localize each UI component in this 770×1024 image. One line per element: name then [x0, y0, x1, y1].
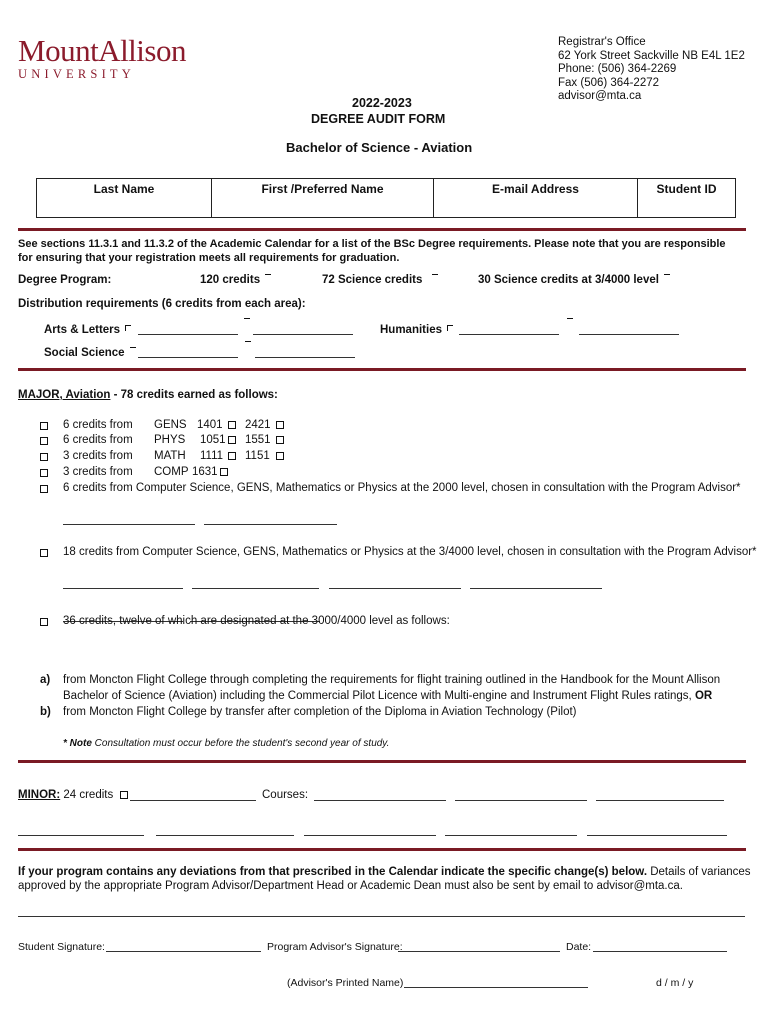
advisor-signature-field[interactable]	[398, 951, 560, 952]
row-checkbox[interactable]	[40, 469, 48, 477]
row-course: 1401	[197, 419, 223, 431]
section-divider	[18, 760, 746, 763]
arts-text: Arts & Letters	[44, 324, 121, 336]
course-3000-1[interactable]	[63, 588, 183, 589]
minor-course-6[interactable]	[304, 835, 436, 836]
address-line: 62 York Street Sackville NB E4L 1E2	[558, 49, 745, 62]
minor-course-1[interactable]	[314, 800, 446, 801]
student-signature-field[interactable]	[106, 951, 261, 952]
social-text: Social Science	[44, 347, 125, 359]
row-checkbox[interactable]	[40, 485, 48, 493]
column-header: Last Name	[93, 182, 155, 196]
degree-program-label: Degree Program:	[18, 274, 112, 286]
date-format-hint: d / m / y	[656, 977, 694, 989]
last-name-field[interactable]	[37, 179, 212, 217]
column-header: Student ID	[656, 182, 717, 196]
minor-course-4[interactable]	[18, 835, 144, 836]
row-course: 1051	[200, 434, 226, 446]
option-a-line: from Moncton Flight College through completing the requirements for flight training outlined in the Handbook for the Mount Allison	[63, 674, 721, 686]
major-item-36	[40, 615, 450, 628]
section-divider	[18, 228, 746, 231]
checkbox-mark	[130, 347, 136, 348]
major-item-2000	[40, 482, 741, 495]
deviations-rest: Details of variances	[647, 866, 751, 878]
checkbox-mark	[447, 325, 453, 331]
address-line: Registrar's Office	[558, 36, 646, 48]
social-science-label	[44, 347, 136, 359]
major-heading-rest: - 78 credits earned as follows:	[110, 389, 278, 401]
row-course: 1551	[245, 434, 271, 446]
option-or: OR	[694, 690, 713, 702]
course-checkbox[interactable]	[228, 436, 236, 444]
row-checkbox[interactable]	[40, 453, 48, 461]
major-row-phys	[40, 434, 271, 447]
form-title: DEGREE AUDIT FORM	[311, 112, 446, 126]
minor-label: MINOR:	[18, 789, 61, 801]
student-id-table	[36, 178, 736, 218]
checkbox-mark	[125, 325, 131, 331]
intro-line: for ensuring that your registration meets all requirements for graduation.	[18, 252, 400, 264]
row-credits: 3 credits from	[63, 450, 133, 462]
deviations-line	[18, 866, 751, 878]
course-2000-1[interactable]	[63, 524, 195, 525]
minor-course-7[interactable]	[445, 835, 577, 836]
row-credits: 6 credits from	[63, 434, 133, 446]
option-a-label: a)	[40, 674, 51, 686]
checkbox-mark	[664, 274, 670, 275]
section-divider	[18, 848, 746, 851]
academic-year: 2022-2023	[352, 96, 412, 110]
student-signature-label: Student Signature:	[18, 941, 105, 953]
row-course: 1111	[200, 450, 224, 462]
option-b-line: from Moncton Flight College by transfer after completion of the Diploma in Aviation Technology (Pilot)	[63, 706, 577, 718]
course-checkbox[interactable]	[220, 468, 228, 476]
row-subject: PHYS	[154, 434, 186, 446]
advisor-printed-name-label: (Advisor's Printed Name)	[287, 977, 404, 989]
advisor-signature-label: Program Advisor's Signature:	[267, 941, 403, 953]
credits-30[interactable]	[478, 274, 670, 286]
row-checkbox[interactable]	[40, 549, 48, 557]
courses-label: Courses:	[262, 789, 309, 801]
minor-checkbox[interactable]	[120, 791, 128, 799]
credits-30-label: 30 Science credits at 3/4000 level	[478, 274, 659, 286]
advisor-note	[63, 738, 389, 749]
major-heading	[18, 389, 278, 401]
minor-course-5[interactable]	[156, 835, 294, 836]
address-line: Phone: (506) 364-2269	[558, 63, 677, 75]
humanities-text: Humanities	[380, 324, 442, 336]
deviations-line: approved by the appropriate Program Advisor/Department Head or Academic Dean must also be sent by email to advisor@mta.ca.	[18, 880, 683, 892]
social-course-1[interactable]	[138, 357, 238, 358]
course-3000-3[interactable]	[329, 588, 461, 589]
university-logo	[18, 33, 186, 82]
arts-course-2[interactable]	[253, 334, 353, 335]
course-3000-4[interactable]	[470, 588, 602, 589]
course-checkbox[interactable]	[276, 452, 284, 460]
minor-name-field[interactable]	[130, 800, 256, 801]
major-item-3000	[40, 546, 757, 559]
humanities-course-2[interactable]	[579, 334, 679, 335]
row-subject: COMP	[154, 466, 189, 478]
logo-wordmark: MountAllison	[18, 33, 186, 68]
credits-72[interactable]	[322, 274, 438, 286]
humanities-label	[380, 324, 453, 336]
course-checkbox[interactable]	[228, 421, 236, 429]
intro-line: See sections 11.3.1 and 11.3.2 of the Academic Calendar for a list of the BSc Degree requirements. Please note that you are responsible	[18, 238, 726, 250]
course-checkbox[interactable]	[276, 421, 284, 429]
minor-row	[18, 789, 128, 801]
checkbox-mark	[244, 318, 250, 330]
checkbox-mark	[567, 318, 573, 330]
column-header: E-mail Address	[492, 182, 579, 196]
humanities-course-1[interactable]	[459, 334, 559, 335]
option-a-line	[63, 690, 712, 702]
column-header: First /Preferred Name	[261, 182, 384, 196]
item-3000-text: 18 credits from Computer Science, GENS, Mathematics or Physics at the 3/4000 level, chosen in consultation with the Program Advisor*	[63, 546, 757, 558]
row-credits: 3 credits from	[63, 466, 133, 478]
checkbox-mark	[245, 341, 251, 353]
row-course: 1151	[245, 450, 270, 462]
date-field[interactable]	[593, 951, 727, 952]
row-subject: GENS	[154, 419, 187, 431]
major-row-comp	[40, 466, 218, 479]
arts-letters-label	[44, 324, 131, 336]
course-checkbox[interactable]	[228, 452, 236, 460]
course-checkbox[interactable]	[276, 436, 284, 444]
row-course: 1631	[192, 466, 218, 478]
minor-course-8[interactable]	[587, 835, 727, 836]
registrar-address	[558, 36, 745, 104]
option-b-label: b)	[40, 706, 51, 718]
arts-course-1[interactable]	[138, 334, 238, 335]
course-2000-2[interactable]	[204, 524, 337, 525]
first-name-field[interactable]	[212, 179, 434, 217]
row-checkbox[interactable]	[40, 618, 48, 626]
program-title: Bachelor of Science - Aviation	[286, 140, 473, 155]
social-course-2[interactable]	[255, 357, 355, 358]
logo-subtitle: UNIVERSITY	[18, 67, 135, 81]
item-2000-text: 6 credits from Computer Science, GENS, Mathematics or Physics at the 2000 level, chosen in consultation with the Program Advisor*	[63, 482, 741, 494]
address-line: advisor@mta.ca	[558, 90, 642, 102]
row-subject: MATH	[154, 450, 186, 462]
distribution-label: Distribution requirements (6 credits from each area):	[18, 298, 306, 310]
minor-course-2[interactable]	[455, 800, 587, 801]
row-checkbox[interactable]	[40, 422, 48, 430]
section-divider	[18, 368, 746, 371]
address-line: Fax (506) 364-2272	[558, 76, 660, 89]
checkbox-mark	[432, 274, 438, 275]
minor-course-3[interactable]	[596, 800, 724, 801]
option-a-text: Bachelor of Science (Aviation) including the Commercial Pilot Licence with Multi-engine and Instrument Flight Rules ratings,	[63, 690, 692, 702]
course-3000-2[interactable]	[192, 588, 319, 589]
note-label: * Note	[63, 738, 92, 749]
note-text: Consultation must occur before the student's second year of study.	[91, 738, 390, 749]
item-36-text: 36 credits, twelve of which are designated at the 3000/4000 level as follows:	[63, 615, 450, 627]
row-course: 2421	[245, 419, 271, 431]
credits-72-label: 72 Science credits	[322, 274, 423, 286]
advisor-printed-name-field[interactable]	[404, 987, 588, 988]
student-id-field[interactable]	[638, 179, 735, 217]
row-checkbox[interactable]	[40, 437, 48, 445]
deviations-field[interactable]	[18, 916, 745, 917]
major-heading-title: MAJOR, Aviation	[18, 389, 111, 401]
major-row-gens	[40, 419, 271, 432]
email-field[interactable]	[434, 179, 638, 217]
credits-120[interactable]	[200, 274, 271, 286]
credits-120-label: 120 credits	[200, 274, 261, 286]
minor-credits: 24 credits	[60, 789, 114, 801]
date-label: Date:	[566, 941, 592, 953]
major-row-math	[40, 450, 270, 463]
row-credits: 6 credits from	[63, 419, 133, 431]
checkbox-mark	[265, 274, 271, 275]
deviations-bold: If your program contains any deviations from that prescribed in the Calendar indicate the specific change(s) below.	[18, 866, 648, 878]
